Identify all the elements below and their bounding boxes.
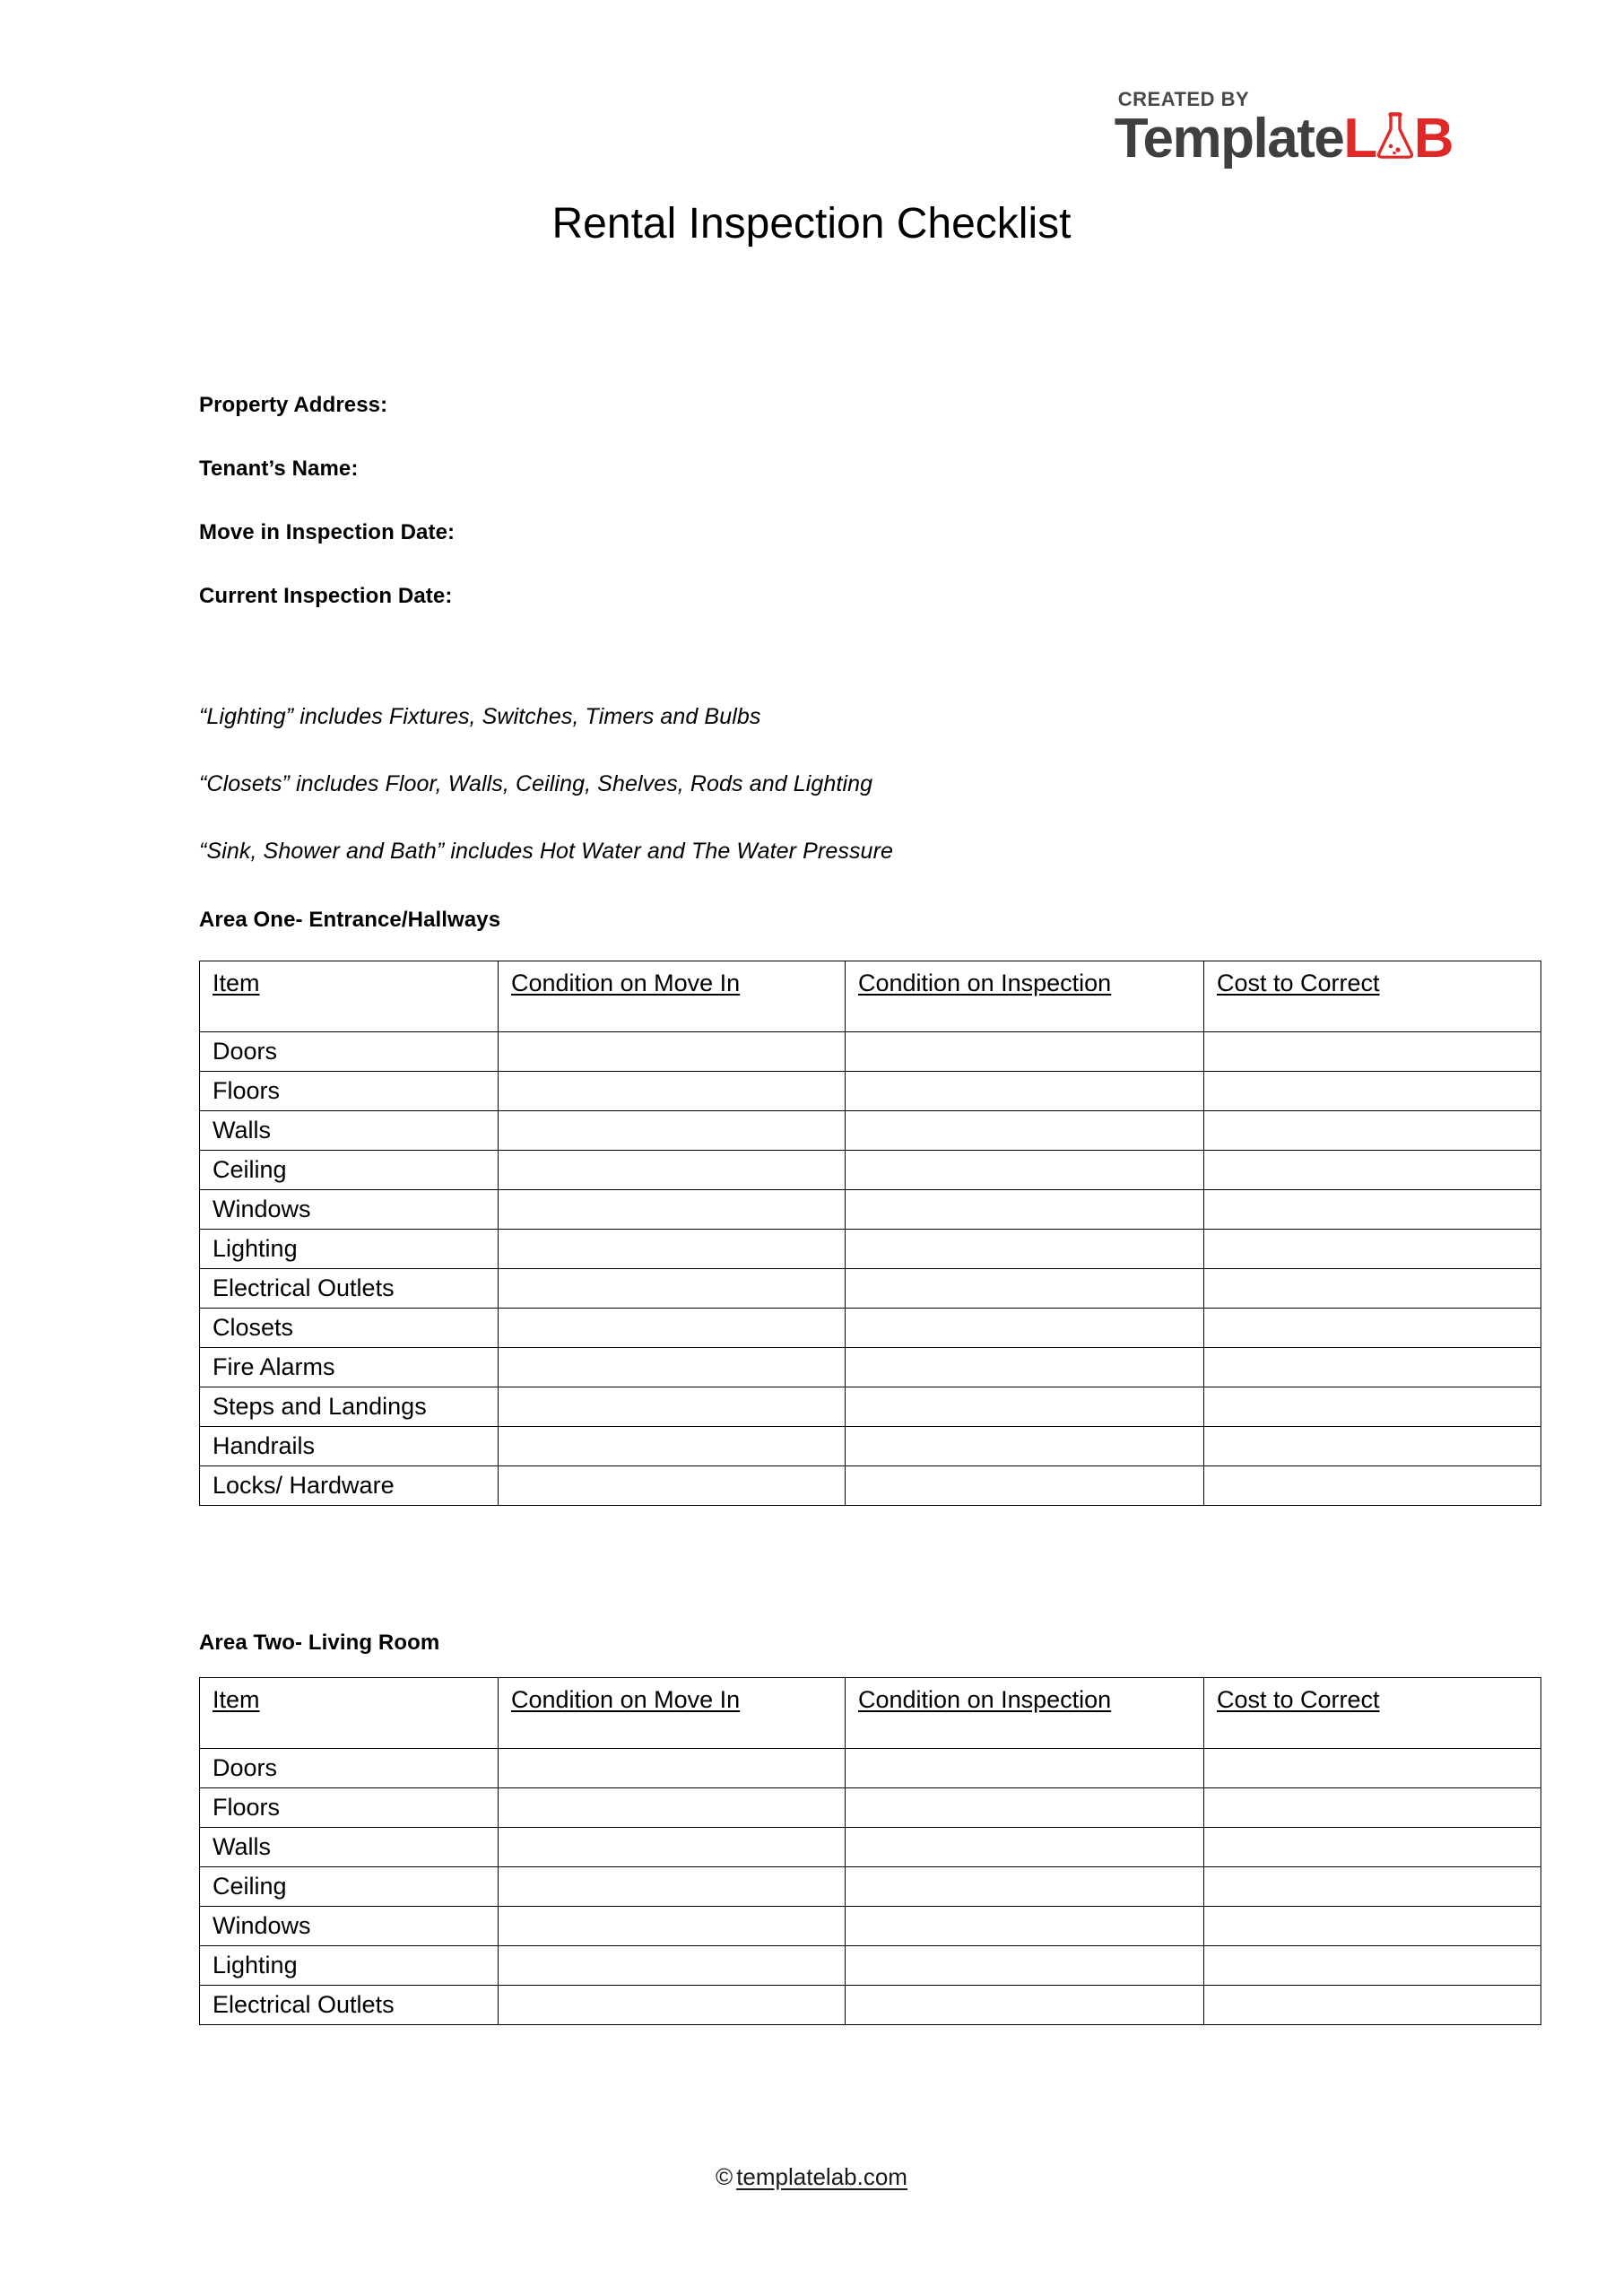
row-item-label: Fire Alarms — [200, 1348, 499, 1387]
cell-cost-to-correct[interactable] — [1204, 1828, 1541, 1867]
cell-condition-move-in[interactable] — [499, 1309, 846, 1348]
row-item-label: Doors — [200, 1749, 499, 1788]
row-item-label: Lighting — [200, 1946, 499, 1986]
field-label-tenant-name: Tenant’s Name: — [199, 457, 359, 481]
row-item-label: Handrails — [200, 1427, 499, 1466]
note-lighting: “Lighting” includes Fixtures, Switches, Timers and Bulbs — [199, 704, 761, 729]
table-row — [200, 1749, 1541, 1788]
table-row — [200, 1427, 1541, 1466]
cell-cost-to-correct[interactable] — [1204, 1190, 1541, 1230]
cell-cost-to-correct[interactable] — [1204, 1269, 1541, 1309]
cell-condition-move-in[interactable] — [499, 1986, 846, 2025]
column-header-cost-to-correct-label: Cost to Correct — [1217, 1686, 1380, 1713]
cell-condition-inspection[interactable] — [846, 1269, 1204, 1309]
cell-condition-inspection[interactable] — [846, 1072, 1204, 1111]
row-item-label: Closets — [200, 1309, 499, 1348]
inspection-table-area-one — [199, 961, 1541, 1506]
section-heading-area-two: Area Two- Living Room — [199, 1631, 440, 1655]
column-header-condition-move-in-label: Condition on Move In — [511, 1686, 741, 1713]
templatelab-logo — [1114, 88, 1453, 170]
cell-condition-move-in[interactable] — [499, 1190, 846, 1230]
form-fields — [199, 393, 455, 648]
footer — [0, 2163, 1623, 2191]
column-header-item-label: Item — [213, 970, 260, 996]
row-item-label: Floors — [200, 1788, 499, 1828]
row-item-label: Ceiling — [200, 1867, 499, 1907]
cell-cost-to-correct[interactable] — [1204, 1788, 1541, 1828]
cell-condition-inspection[interactable] — [846, 1788, 1204, 1828]
cell-condition-inspection[interactable] — [846, 1151, 1204, 1190]
table-row — [200, 1348, 1541, 1387]
cell-cost-to-correct[interactable] — [1204, 1309, 1541, 1348]
column-header-condition-move-in-label: Condition on Move In — [511, 970, 741, 996]
table-row — [200, 1828, 1541, 1867]
cell-condition-inspection[interactable] — [846, 1348, 1204, 1387]
row-item-label: Electrical Outlets — [200, 1269, 499, 1309]
cell-condition-inspection[interactable] — [846, 1032, 1204, 1072]
row-item-label: Lighting — [200, 1230, 499, 1269]
column-header-item — [200, 1678, 499, 1749]
table-row — [200, 1230, 1541, 1269]
section-heading-area-one: Area One- Entrance/Hallways — [199, 908, 501, 932]
table-row — [200, 1269, 1541, 1309]
row-item-label: Floors — [200, 1072, 499, 1111]
cell-cost-to-correct[interactable] — [1204, 1387, 1541, 1427]
cell-cost-to-correct[interactable] — [1204, 1151, 1541, 1190]
column-header-item-label: Item — [213, 1686, 260, 1713]
cell-condition-move-in[interactable] — [499, 1907, 846, 1946]
column-header-condition-inspection-label: Condition on Inspection — [858, 1686, 1112, 1713]
cell-cost-to-correct[interactable] — [1204, 1867, 1541, 1907]
cell-condition-inspection[interactable] — [846, 1190, 1204, 1230]
cell-condition-move-in[interactable] — [499, 1032, 846, 1072]
logo-wordmark — [1114, 108, 1453, 170]
row-item-label: Electrical Outlets — [200, 1986, 499, 2025]
table-row — [200, 1986, 1541, 2025]
cell-cost-to-correct[interactable] — [1204, 1348, 1541, 1387]
cell-condition-move-in[interactable] — [499, 1867, 846, 1907]
row-item-label: Windows — [200, 1190, 499, 1230]
column-header-cost-to-correct — [1204, 1678, 1541, 1749]
row-item-label: Steps and Landings — [200, 1387, 499, 1427]
cell-condition-inspection[interactable] — [846, 1907, 1204, 1946]
logo-letter-b: B — [1413, 108, 1453, 170]
cell-condition-move-in[interactable] — [499, 1230, 846, 1269]
cell-condition-inspection[interactable] — [846, 1427, 1204, 1466]
cell-condition-move-in[interactable] — [499, 1828, 846, 1867]
cell-condition-move-in[interactable] — [499, 1269, 846, 1309]
logo-letter-l: L — [1343, 108, 1376, 170]
cell-condition-inspection[interactable] — [846, 1309, 1204, 1348]
row-item-label: Doors — [200, 1032, 499, 1072]
row-item-label: Locks/ Hardware — [200, 1466, 499, 1506]
column-header-condition-inspection-label: Condition on Inspection — [858, 970, 1112, 996]
page-title: Rental Inspection Checklist — [551, 200, 1072, 248]
cell-condition-inspection[interactable] — [846, 1387, 1204, 1427]
table-row — [200, 1867, 1541, 1907]
cell-condition-move-in[interactable] — [499, 1151, 846, 1190]
column-header-condition-inspection — [846, 961, 1204, 1032]
logo-template-text: Template — [1114, 108, 1344, 170]
inspection-table-area-two — [199, 1677, 1541, 2025]
cell-condition-inspection[interactable] — [846, 1867, 1204, 1907]
column-header-condition-move-in — [499, 961, 846, 1032]
field-label-move-in-inspection-date: Move in Inspection Date: — [199, 520, 456, 544]
cell-condition-inspection[interactable] — [846, 1986, 1204, 2025]
row-item-label: Windows — [200, 1907, 499, 1946]
cell-condition-move-in[interactable] — [499, 1348, 846, 1387]
table-row — [200, 1072, 1541, 1111]
cell-cost-to-correct[interactable] — [1204, 1466, 1541, 1506]
column-header-cost-to-correct — [1204, 961, 1541, 1032]
table-row — [200, 1907, 1541, 1946]
column-header-condition-move-in — [499, 1678, 846, 1749]
table-row — [200, 1111, 1541, 1151]
cell-cost-to-correct[interactable] — [1204, 1986, 1541, 2025]
table-header-row — [200, 1678, 1541, 1749]
cell-condition-move-in[interactable] — [499, 1072, 846, 1111]
table-header-row — [200, 961, 1541, 1032]
cell-condition-inspection[interactable] — [846, 1749, 1204, 1788]
cell-condition-move-in[interactable] — [499, 1466, 846, 1506]
copyright-icon: © — [716, 2163, 733, 2190]
table-row — [200, 1387, 1541, 1427]
table-row — [200, 1151, 1541, 1190]
flask-icon — [1376, 112, 1415, 157]
column-header-cost-to-correct-label: Cost to Correct — [1217, 970, 1380, 996]
row-item-label: Walls — [200, 1111, 499, 1151]
cell-condition-move-in[interactable] — [499, 1111, 846, 1151]
footer-site-link[interactable]: templatelab.com — [736, 2163, 907, 2190]
cell-condition-move-in[interactable] — [499, 1788, 846, 1828]
table-row — [200, 1946, 1541, 1986]
cell-cost-to-correct[interactable] — [1204, 1749, 1541, 1788]
row-item-label: Ceiling — [200, 1151, 499, 1190]
field-label-current-inspection-date: Current Inspection Date: — [199, 584, 453, 608]
table-row — [200, 1466, 1541, 1506]
table-row — [200, 1309, 1541, 1348]
cell-cost-to-correct[interactable] — [1204, 1032, 1541, 1072]
cell-condition-inspection[interactable] — [846, 1466, 1204, 1506]
field-label-property-address: Property Address: — [199, 393, 388, 417]
column-header-condition-inspection — [846, 1678, 1204, 1749]
cell-cost-to-correct[interactable] — [1204, 1946, 1541, 1986]
cell-condition-inspection[interactable] — [846, 1230, 1204, 1269]
cell-condition-move-in[interactable] — [499, 1387, 846, 1427]
cell-cost-to-correct[interactable] — [1204, 1230, 1541, 1269]
table-row — [200, 1788, 1541, 1828]
table-row — [200, 1190, 1541, 1230]
cell-cost-to-correct[interactable] — [1204, 1072, 1541, 1111]
note-sink-shower-bath: “Sink, Shower and Bath” includes Hot Water and The Water Pressure — [199, 839, 893, 864]
logo-created-by-text: CREATED BY — [1117, 88, 1250, 110]
column-header-item — [200, 961, 499, 1032]
cell-condition-inspection[interactable] — [846, 1828, 1204, 1867]
cell-condition-move-in[interactable] — [499, 1427, 846, 1466]
cell-condition-inspection[interactable] — [846, 1111, 1204, 1151]
cell-cost-to-correct[interactable] — [1204, 1427, 1541, 1466]
cell-condition-move-in[interactable] — [499, 1749, 846, 1788]
cell-cost-to-correct[interactable] — [1204, 1111, 1541, 1151]
cell-condition-move-in[interactable] — [499, 1946, 846, 1986]
table-row — [200, 1032, 1541, 1072]
cell-cost-to-correct[interactable] — [1204, 1907, 1541, 1946]
definition-notes — [199, 704, 893, 906]
row-item-label: Walls — [200, 1828, 499, 1867]
cell-condition-inspection[interactable] — [846, 1946, 1204, 1986]
note-closets: “Closets” includes Floor, Walls, Ceiling, Shelves, Rods and Lighting — [199, 771, 873, 796]
